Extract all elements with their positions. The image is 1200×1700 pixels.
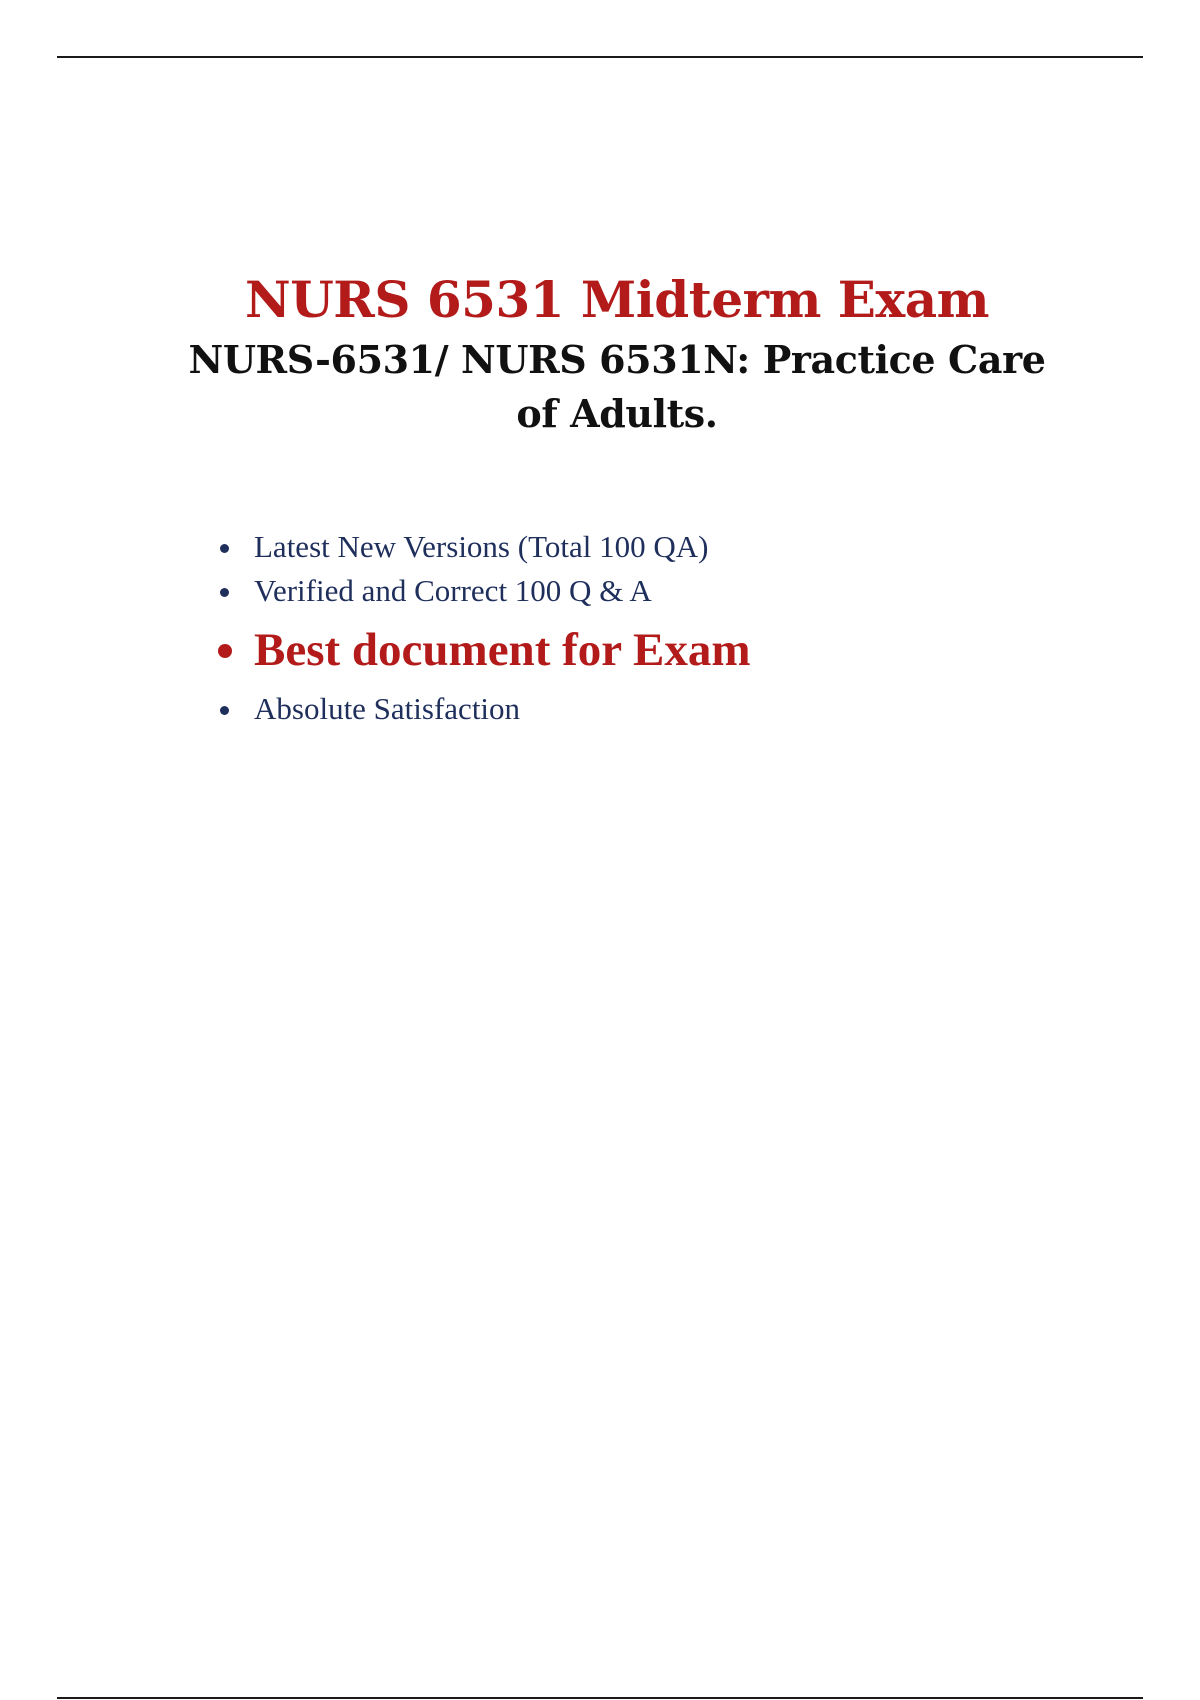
list-item-text: Verified and Correct 100 Q & A	[254, 573, 652, 608]
bullet-icon	[218, 644, 232, 658]
document-subtitle: NURS-6531/ NURS 6531N: Practice Care of Adults.	[188, 337, 1046, 436]
list-item-text: Latest New Versions (Total 100 QA)	[254, 529, 709, 564]
bottom-rule	[57, 1697, 1143, 1699]
list-item	[218, 525, 751, 569]
bullet-icon	[220, 588, 229, 597]
list-item	[218, 569, 751, 613]
list-item-text: Absolute Satisfaction	[254, 691, 521, 726]
feature-list	[218, 525, 751, 731]
title-block	[0, 272, 1200, 441]
list-item	[218, 687, 751, 731]
document-title: NURS 6531 Midterm Exam	[244, 270, 990, 329]
list-item-text: Best document for Exam	[254, 624, 751, 676]
bullet-icon	[220, 706, 229, 715]
bullet-icon	[220, 544, 229, 553]
list-item-highlight	[218, 613, 751, 687]
top-rule	[57, 56, 1143, 58]
